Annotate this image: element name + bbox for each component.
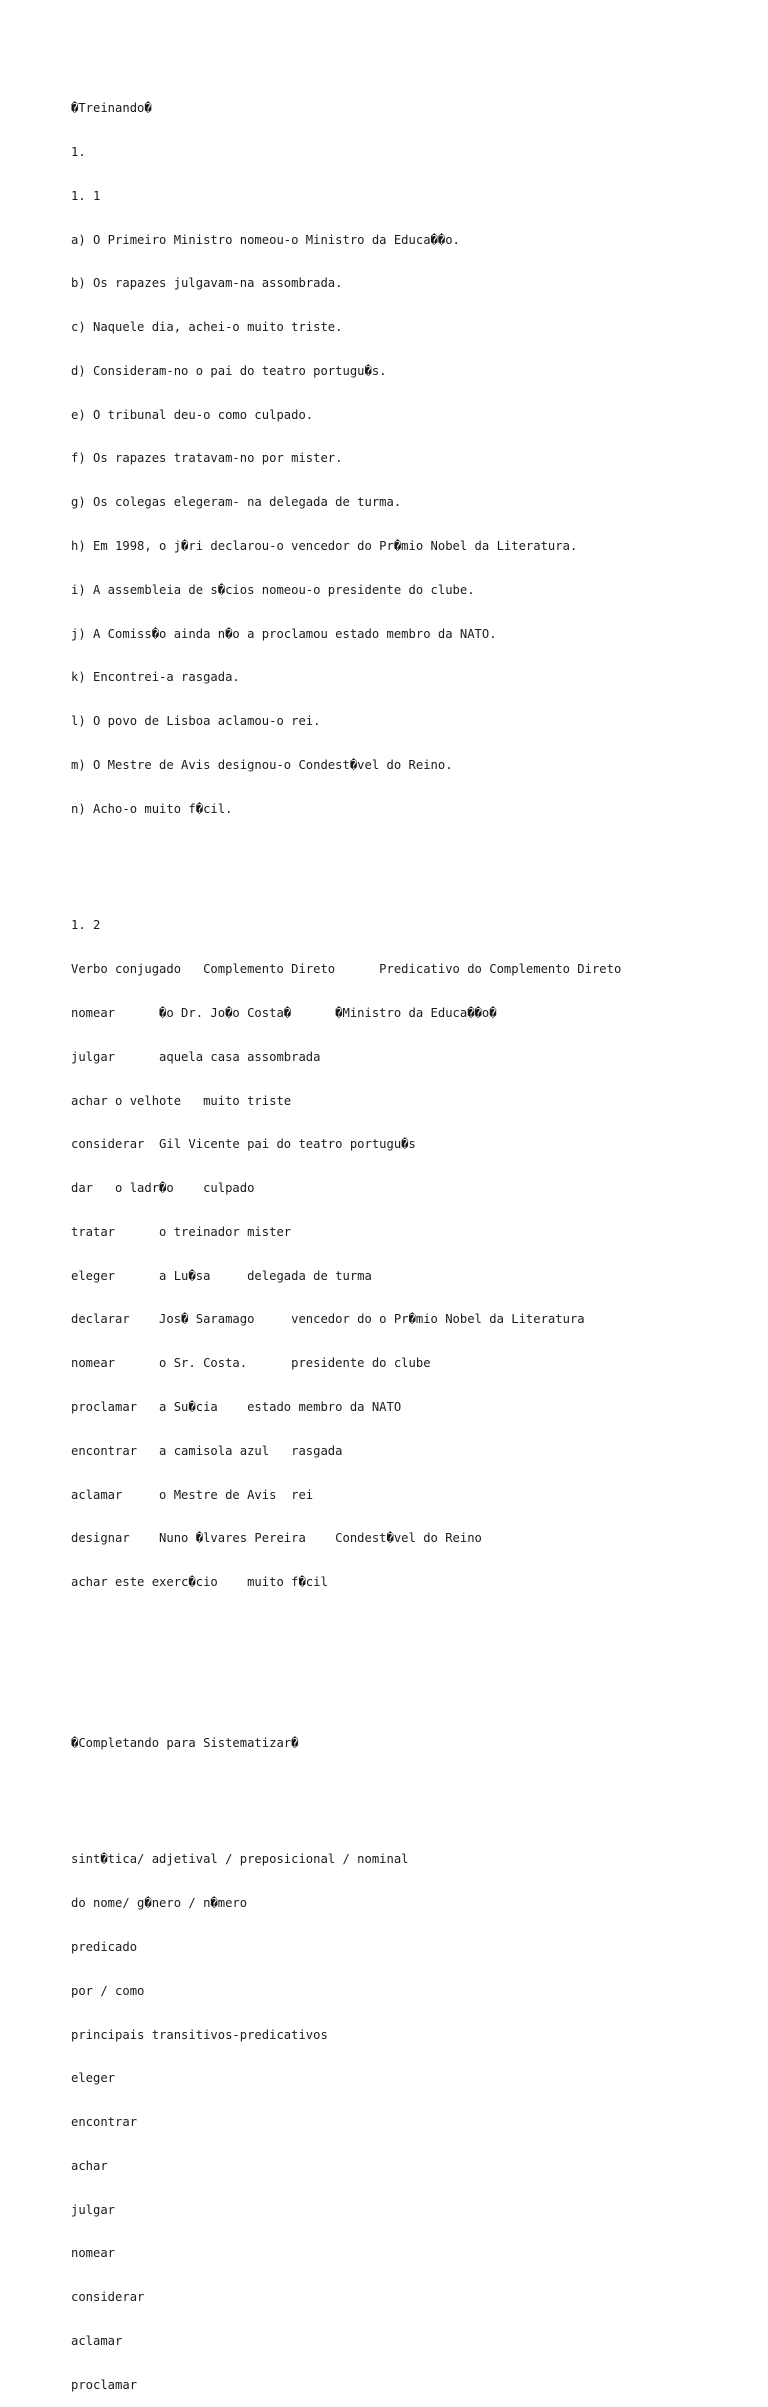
sentence-g: g) Os colegas elegeram- na delegada de turma.	[71, 495, 402, 510]
list-item: proclamar	[71, 2377, 138, 2392]
sentence-f: f) Os rapazes tratavam-no por mister.	[71, 451, 343, 466]
section-title-treinando: �Treinando�	[71, 101, 152, 116]
exercise-subnumber-2: 1. 2	[71, 918, 101, 933]
sentence-i: i) A assembleia de s�cios nomeou-o presidente do clube.	[71, 582, 475, 597]
table-row: eleger a Lu�sa delegada de turma	[71, 1268, 372, 1283]
list-item: considerar	[71, 2290, 145, 2305]
table-row: considerar Gil Vicente pai do teatro portugu�s	[71, 1137, 416, 1152]
list-item: encontrar	[71, 2115, 138, 2130]
sentence-c: c) Naquele dia, achei-o muito triste.	[71, 320, 343, 335]
sentence-b: b) Os rapazes julgavam-na assombrada.	[71, 276, 343, 291]
table-header-row: Verbo conjugado Complemento Direto Predicativo do Complemento Direto	[71, 962, 622, 977]
document-page	[71, 72, 751, 2407]
list-item: por / como	[71, 1983, 145, 1998]
sentence-m: m) O Mestre de Avis designou-o Condest�vel do Reino.	[71, 757, 453, 772]
table-row: tratar o treinador mister	[71, 1224, 292, 1239]
list-item: nomear	[71, 2246, 116, 2261]
sentence-k: k) Encontrei-a rasgada.	[71, 670, 240, 685]
table-row: nomear �o Dr. Jo�o Costa� �Ministro da Educa��o�	[71, 1006, 497, 1020]
table-row: nomear o Sr. Costa. presidente do clube	[71, 1356, 431, 1371]
list-item: do nome/ g�nero / n�mero	[71, 1896, 248, 1911]
sentence-a: a) O Primeiro Ministro nomeou-o Ministro da Educa��o.	[71, 232, 460, 247]
list-item: sint�tica/ adjetival / preposicional / nominal	[71, 1852, 409, 1867]
spacer	[71, 1794, 751, 1809]
list-item: aclamar	[71, 2334, 123, 2349]
table-row: encontrar a camisola azul rasgada	[71, 1443, 343, 1458]
list-item: eleger	[71, 2071, 116, 2086]
table-row: julgar aquela casa assombrada	[71, 1049, 321, 1064]
spacer	[71, 1634, 751, 1649]
sentence-l: l) O povo de Lisboa aclamou-o rei.	[71, 714, 321, 729]
table-row: declarar Jos� Saramago vencedor do o Pr�mio Nobel da Literatura	[71, 1312, 585, 1327]
list-item: julgar	[71, 2202, 116, 2217]
spacer	[71, 860, 751, 875]
sentence-n: n) Acho-o muito f�cil.	[71, 801, 233, 816]
sentence-d: d) Consideram-no o pai do teatro portugu�s.	[71, 363, 387, 378]
spacer	[71, 1677, 751, 1692]
table-row: dar o ladr�o culpado	[71, 1181, 255, 1196]
section-title-completando: �Completando para Sistematizar�	[71, 1735, 299, 1750]
table-row: achar o velhote muito triste	[71, 1093, 292, 1108]
table-row: designar Nuno �lvares Pereira Condest�vel do Reino	[71, 1531, 482, 1546]
list-item: predicado	[71, 1940, 138, 1954]
table-row: aclamar o Mestre de Avis rei	[71, 1487, 314, 1502]
exercise-number: 1.	[71, 144, 86, 159]
exercise-subnumber: 1. 1	[71, 188, 101, 203]
sentence-j: j) A Comiss�o ainda n�o a proclamou estado membro da NATO.	[71, 626, 497, 641]
list-item: achar	[71, 2158, 108, 2173]
table-row: proclamar a Su�cia estado membro da NATO	[71, 1400, 402, 1415]
list-item: principais transitivos-predicativos	[71, 2027, 328, 2042]
table-row: achar este exerc�cio muito f�cil	[71, 1575, 328, 1590]
sentence-e: e) O tribunal deu-o como culpado.	[71, 407, 314, 422]
sentence-h: h) Em 1998, o j�ri declarou-o vencedor do Pr�mio Nobel da Literatura.	[71, 539, 578, 553]
